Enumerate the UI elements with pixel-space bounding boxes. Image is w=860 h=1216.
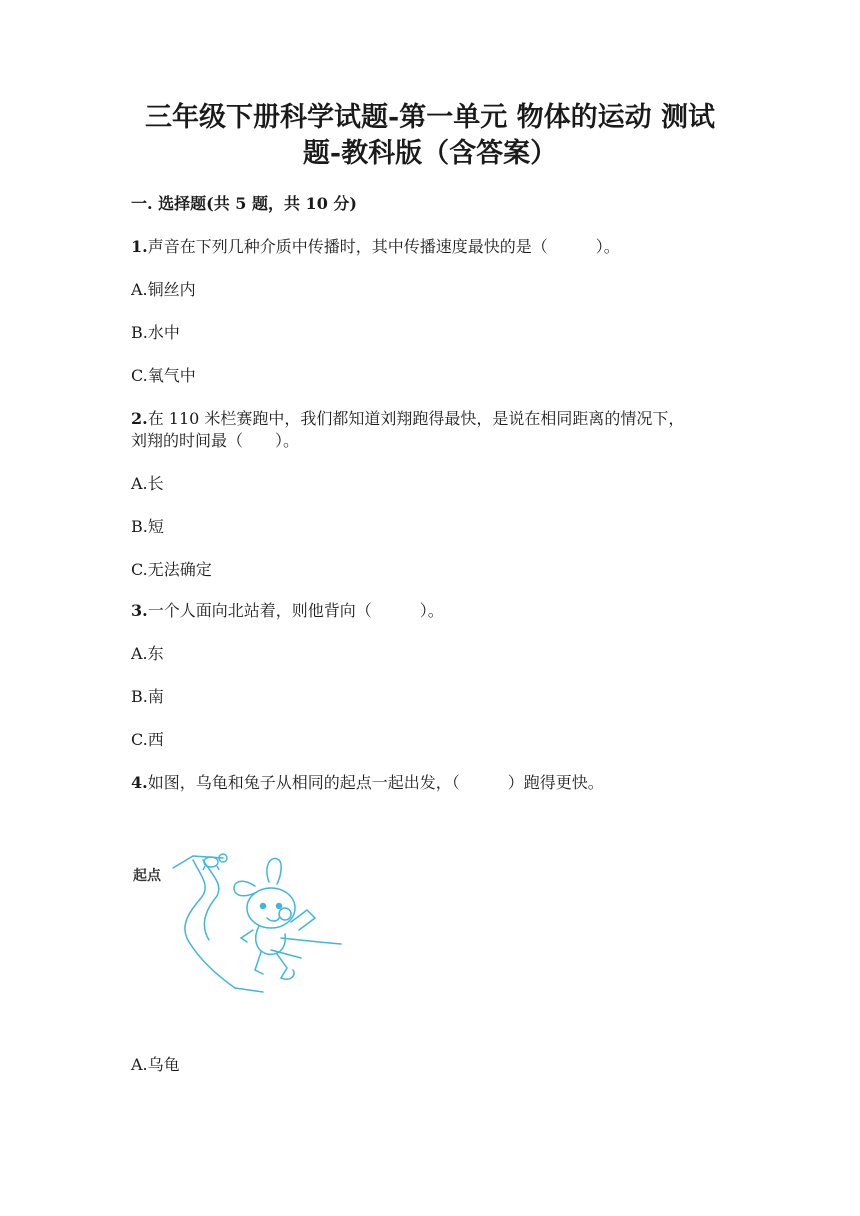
question-number: 2. [131, 409, 148, 428]
track-edge-bottom [235, 988, 263, 992]
question-text: 如图，乌龟和兔子从相同的起点一起出发，（ ）跑得更快。 [147, 773, 604, 792]
question-1-stem [131, 236, 620, 258]
track-edge-right [281, 938, 341, 944]
question-text: 声音在下列几种介质中传播时，其中传播速度最快的是（ ）。 [147, 237, 620, 256]
question-3-option-a: A.东 [131, 644, 164, 663]
start-point-label: 起点 [133, 868, 161, 884]
question-3-stem [131, 600, 444, 622]
question-3-option-c: C.西 [131, 730, 164, 749]
question-text: 一个人面向北站着，则他背向（ ）。 [147, 601, 444, 620]
question-1-option-b: B.水中 [131, 323, 180, 342]
rabbit-ear-right [267, 858, 281, 884]
question-2-option-a: A.长 [131, 474, 164, 493]
title-line-1: 三年级下册科学试题-第一单元 物体的运动 测试 [144, 102, 715, 133]
question-4-option-a: A.乌龟 [131, 1055, 180, 1074]
rabbit-icon [234, 858, 315, 979]
rabbit-leg-right [277, 954, 294, 979]
tortoise-rabbit-illustration [131, 846, 346, 996]
track-edge-left [185, 860, 235, 988]
question-number: 3. [131, 601, 148, 620]
rabbit-leg-left [255, 952, 263, 974]
question-number: 1. [131, 237, 148, 256]
question-2-option-b: B.短 [131, 517, 164, 536]
question-4-stem [131, 772, 604, 794]
section-heading: 一. 选择题(共 5 题，共 10 分) [131, 194, 357, 213]
question-2-stem-continued: 刘翔的时间最（ ）。 [131, 431, 300, 450]
track-edge-inner [203, 860, 219, 940]
question-text: 在 110 米栏赛跑中，我们都知道刘翔跑得最快，是说在相同距离的情况下， [147, 409, 685, 428]
question-1-option-a: A.铜丝内 [131, 280, 196, 299]
question-number: 4. [131, 773, 148, 792]
question-1-option-c: C.氧气中 [131, 366, 196, 385]
question-2-option-c: C.无法确定 [131, 560, 212, 579]
title-line-2: 题-教科版（含答案） [302, 138, 558, 169]
rabbit-arm-left [241, 930, 253, 942]
question-3-option-b: B.南 [131, 687, 164, 706]
page-title [80, 100, 780, 172]
question-2-stem [131, 408, 684, 430]
